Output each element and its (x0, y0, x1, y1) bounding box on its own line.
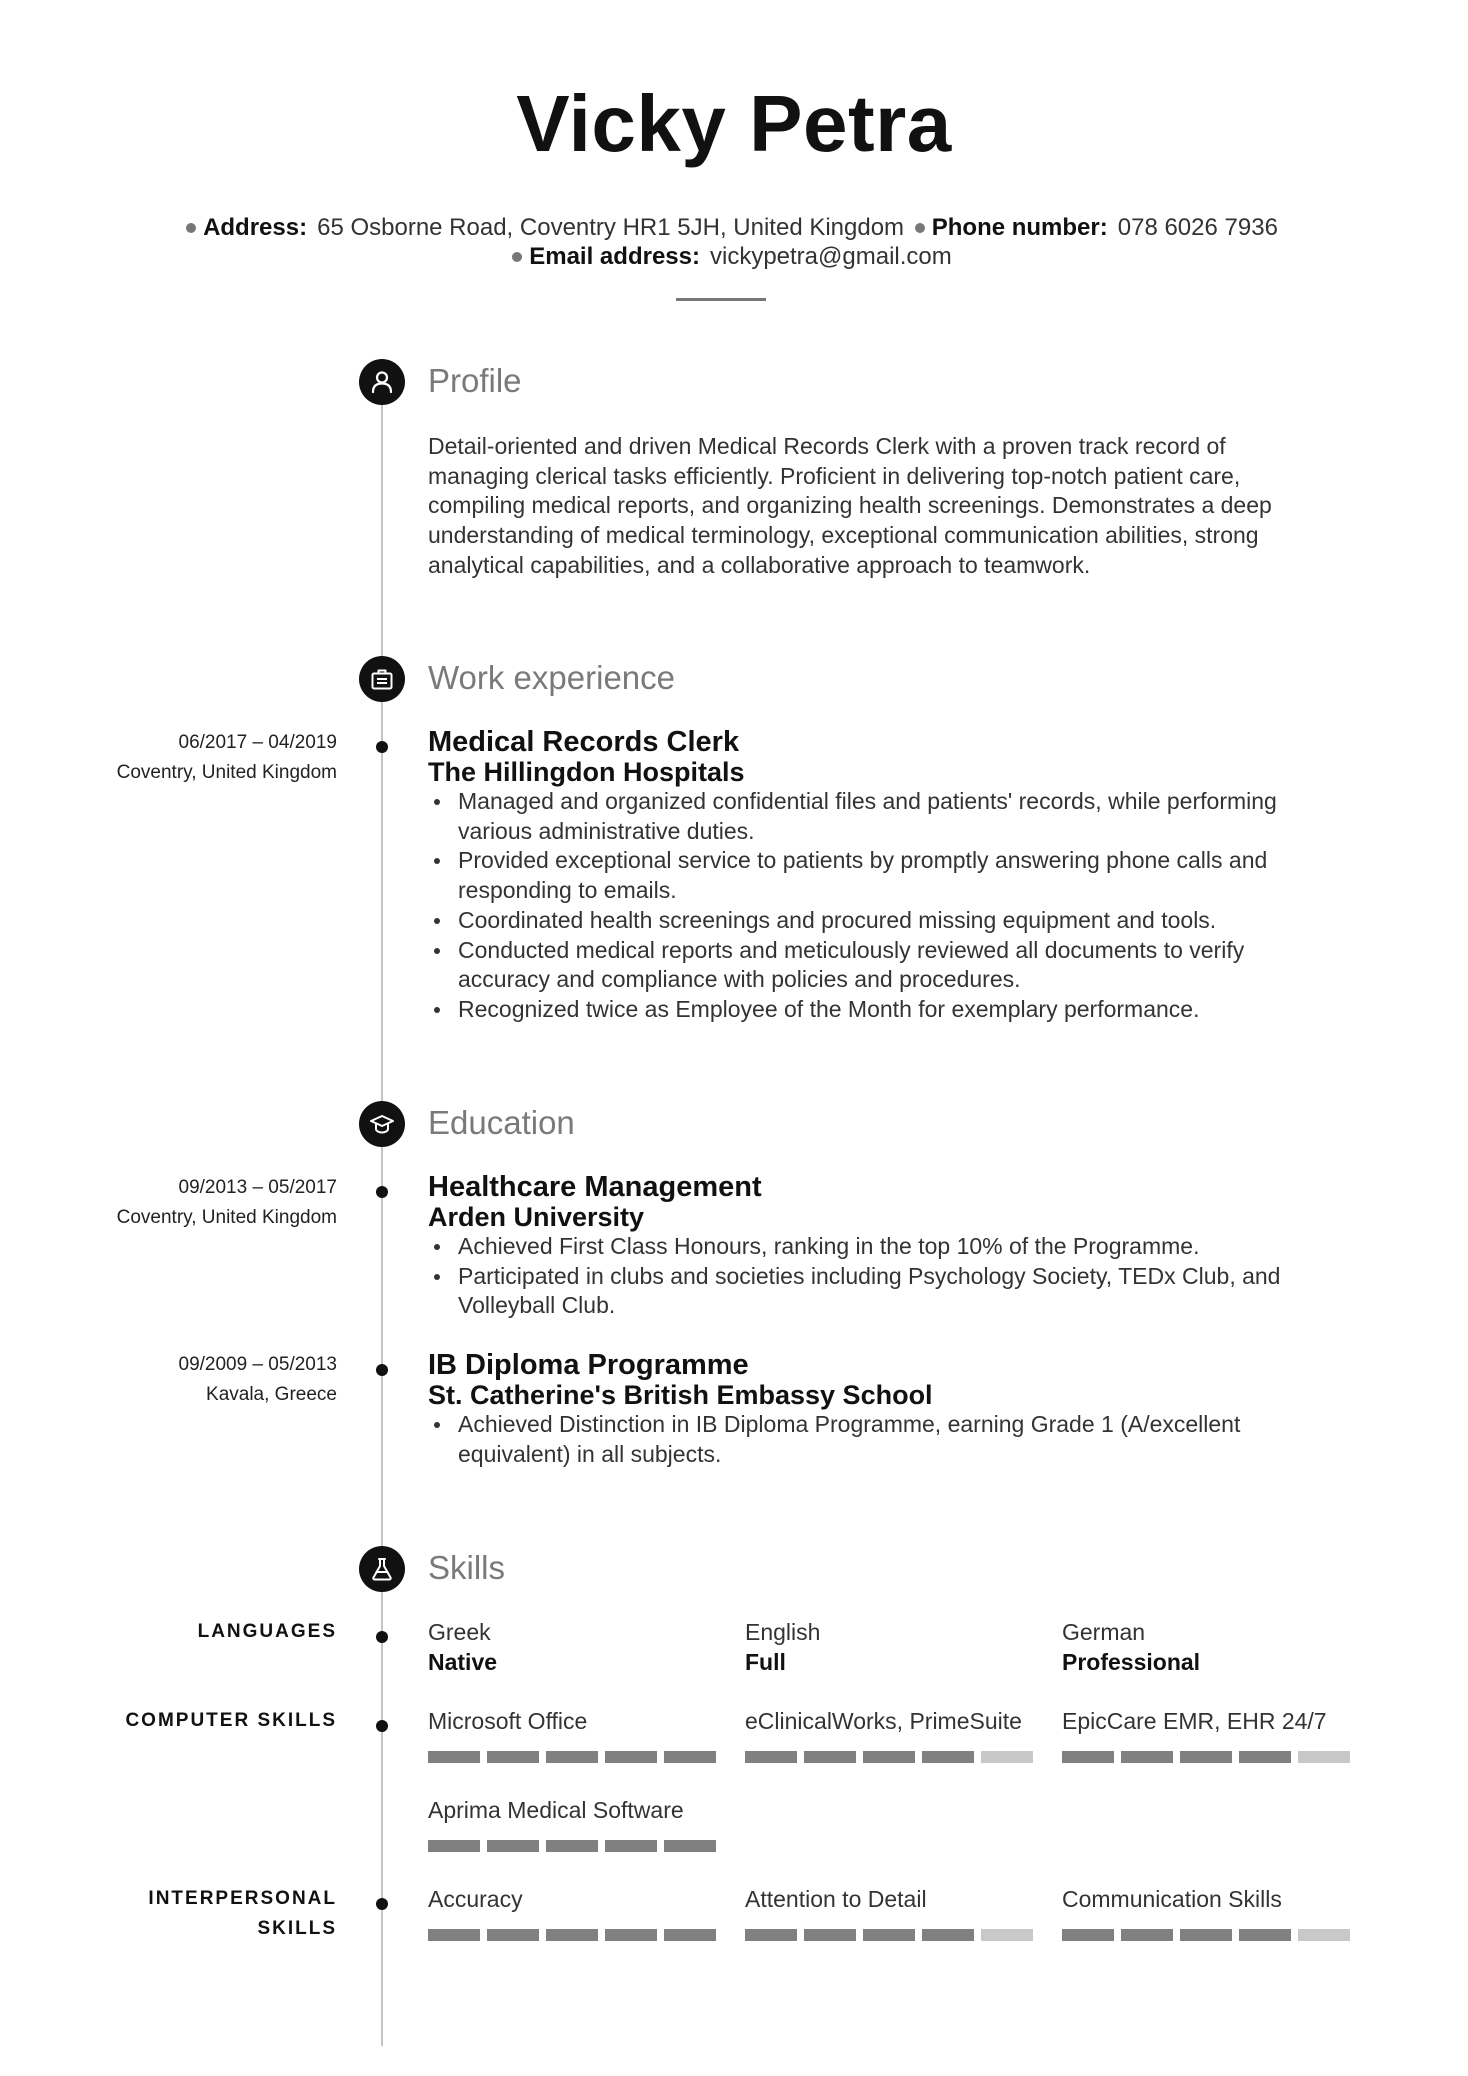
skills-category-computer: COMPUTER SKILLS (125, 1710, 337, 1731)
rating-segment-filled (745, 1751, 797, 1763)
rating-segment-filled (1062, 1929, 1114, 1941)
rating-segment-filled (1121, 1751, 1173, 1763)
briefcase-icon (359, 656, 405, 702)
rating-segment-filled (605, 1751, 657, 1763)
skill-rating-bar (745, 1929, 1033, 1941)
rating-segment-filled (804, 1751, 856, 1763)
rating-segment-filled (922, 1929, 974, 1941)
skill-rating-bar (428, 1929, 716, 1941)
institution: St. Catherine's British Embassy School (428, 1380, 933, 1410)
timeline-line (381, 385, 383, 2046)
rating-segment-filled (922, 1751, 974, 1763)
skill-rating-bar (745, 1751, 1033, 1763)
work-entry (428, 727, 1328, 1025)
phone-label: Phone number: (931, 214, 1108, 241)
email-value[interactable]: vickypetra@gmail.com (709, 243, 952, 270)
skill-rating-bar (428, 1751, 716, 1763)
language-name: English (745, 1619, 821, 1645)
timeline-dot (376, 1720, 388, 1732)
language-level: Native (428, 1649, 498, 1675)
flask-icon (359, 1546, 405, 1592)
skills-category-interpersonal: INTERPERSONAL SKILLS (148, 1888, 337, 1939)
language-item (428, 1617, 497, 1677)
profile-summary: Detail-oriented and driven Medical Records Clerk with a proven track record of managing clerical tasks efficiently. Proficient in delivering top-notch patient care, compiling medical reports, and organizing health screenings. Demonstrates a deep understanding of medical terminology, exceptional communication abilities, strong analytical capabilities, and a collaborative approach to teamwork. (428, 433, 1272, 578)
bullet-icon (512, 252, 522, 262)
timeline-dot (376, 741, 388, 753)
section-title-profile: Profile (428, 362, 522, 399)
language-name: Greek (428, 1619, 491, 1645)
email-label: Email address: (529, 243, 700, 270)
rating-segment-filled (487, 1929, 539, 1941)
phone-value: 078 6026 7936 (1117, 214, 1278, 241)
rating-segment-empty (1298, 1929, 1350, 1941)
rating-segment-filled (428, 1929, 480, 1941)
section-title-skills: Skills (428, 1549, 506, 1586)
rating-segment-filled (1239, 1929, 1291, 1941)
education-location: Coventry, United Kingdom (116, 1207, 337, 1228)
education-meta (179, 1350, 338, 1410)
computer-skill-name: Microsoft Office (428, 1708, 588, 1734)
rating-segment-empty (981, 1751, 1033, 1763)
work-dates: 06/2017 – 04/2019 (178, 732, 337, 753)
rating-segment-filled (804, 1929, 856, 1941)
skill-rating-bar (1062, 1751, 1350, 1763)
education-bullets (428, 1410, 1328, 1469)
interpersonal-skill-name: Accuracy (428, 1886, 523, 1912)
work-location: Coventry, United Kingdom (116, 762, 337, 783)
computer-skill-name: Aprima Medical Software (428, 1797, 684, 1823)
list-item: Provided exceptional service to patients by promptly answering phone calls and responding to emails. (428, 846, 1328, 905)
rating-segment-filled (664, 1929, 716, 1941)
list-item: Recognized twice as Employee of the Month for exemplary performance. (428, 995, 1328, 1025)
header-divider (676, 298, 766, 301)
skill-rating-bar (428, 1840, 716, 1852)
education-meta (117, 1173, 337, 1233)
language-level: Full (745, 1649, 786, 1675)
rating-segment-filled (546, 1751, 598, 1763)
timeline-dot (376, 1898, 388, 1910)
skill-rating-bar (1062, 1929, 1350, 1941)
list-item: Participated in clubs and societies including Psychology Society, TEDx Club, and Volleyball Club. (428, 1262, 1328, 1321)
rating-segment-filled (664, 1751, 716, 1763)
computer-skill-name: EpicCare EMR, EHR 24/7 (1062, 1708, 1327, 1734)
rating-segment-filled (487, 1840, 539, 1852)
bullet-icon (915, 223, 925, 233)
employer: The Hillingdon Hospitals (428, 757, 745, 787)
address-group (186, 214, 904, 241)
rating-segment-filled (664, 1840, 716, 1852)
rating-segment-filled (1062, 1751, 1114, 1763)
profile-icon (359, 359, 405, 405)
list-item: Managed and organized confidential files and patients' records, while performing various administrative duties. (428, 787, 1328, 846)
rating-segment-filled (605, 1929, 657, 1941)
degree-title: Healthcare Management (428, 1171, 762, 1203)
list-item: Achieved First Class Honours, ranking in the top 10% of the Programme. (428, 1232, 1328, 1262)
rating-segment-filled (863, 1751, 915, 1763)
interpersonal-skill-name: Communication Skills (1062, 1886, 1282, 1912)
rating-segment-filled (428, 1840, 480, 1852)
rating-segment-filled (1180, 1929, 1232, 1941)
phone-group (915, 214, 1278, 241)
language-name: German (1062, 1619, 1146, 1645)
address-label: Address: (203, 214, 308, 241)
section-title-work: Work experience (428, 659, 676, 696)
rating-segment-filled (546, 1929, 598, 1941)
rating-segment-filled (605, 1840, 657, 1852)
degree-title: IB Diploma Programme (428, 1349, 749, 1381)
work-bullets (428, 787, 1328, 1025)
institution: Arden University (428, 1202, 645, 1232)
skills-category-languages: LANGUAGES (197, 1621, 337, 1642)
education-dates: 09/2013 – 05/2017 (178, 1177, 337, 1198)
rating-segment-filled (487, 1751, 539, 1763)
resume-name: Vicky Petra (516, 79, 952, 168)
list-item: Achieved Distinction in IB Diploma Programme, earning Grade 1 (A/excellent equivalent) in all subjects. (428, 1410, 1328, 1469)
education-entry (428, 1172, 1328, 1321)
rating-segment-filled (1239, 1751, 1291, 1763)
timeline-dot (376, 1364, 388, 1376)
language-item (745, 1617, 820, 1677)
bullet-icon (186, 223, 196, 233)
job-title: Medical Records Clerk (428, 726, 740, 758)
education-bullets (428, 1232, 1328, 1321)
rating-segment-filled (428, 1751, 480, 1763)
rating-segment-empty (981, 1929, 1033, 1941)
address-value: 65 Osborne Road, Coventry HR1 5JH, United Kingdom (317, 214, 905, 241)
list-item: Coordinated health screenings and procured missing equipment and tools. (428, 906, 1328, 936)
education-dates: 09/2009 – 05/2013 (178, 1354, 337, 1375)
language-item (1062, 1617, 1200, 1677)
computer-skill-name: eClinicalWorks, PrimeSuite (745, 1708, 1022, 1734)
list-item: Conducted medical reports and meticulously reviewed all documents to verify accuracy and compliance with policies and procedures. (428, 936, 1328, 995)
language-level: Professional (1062, 1649, 1201, 1675)
graduation-cap-icon (359, 1101, 405, 1147)
interpersonal-skill-name: Attention to Detail (745, 1886, 927, 1912)
rating-segment-empty (1298, 1751, 1350, 1763)
work-meta (117, 728, 337, 788)
rating-segment-filled (863, 1929, 915, 1941)
education-location: Kavala, Greece (206, 1384, 337, 1405)
rating-segment-filled (546, 1840, 598, 1852)
rating-segment-filled (1180, 1751, 1232, 1763)
rating-segment-filled (745, 1929, 797, 1941)
section-title-education: Education (428, 1104, 575, 1141)
timeline-dot (376, 1631, 388, 1643)
education-entry (428, 1350, 1328, 1469)
rating-segment-filled (1121, 1929, 1173, 1941)
contact-line-2 (0, 243, 1468, 271)
email-group (512, 243, 952, 270)
contact-line-1 (0, 214, 1468, 242)
timeline-dot (376, 1186, 388, 1198)
